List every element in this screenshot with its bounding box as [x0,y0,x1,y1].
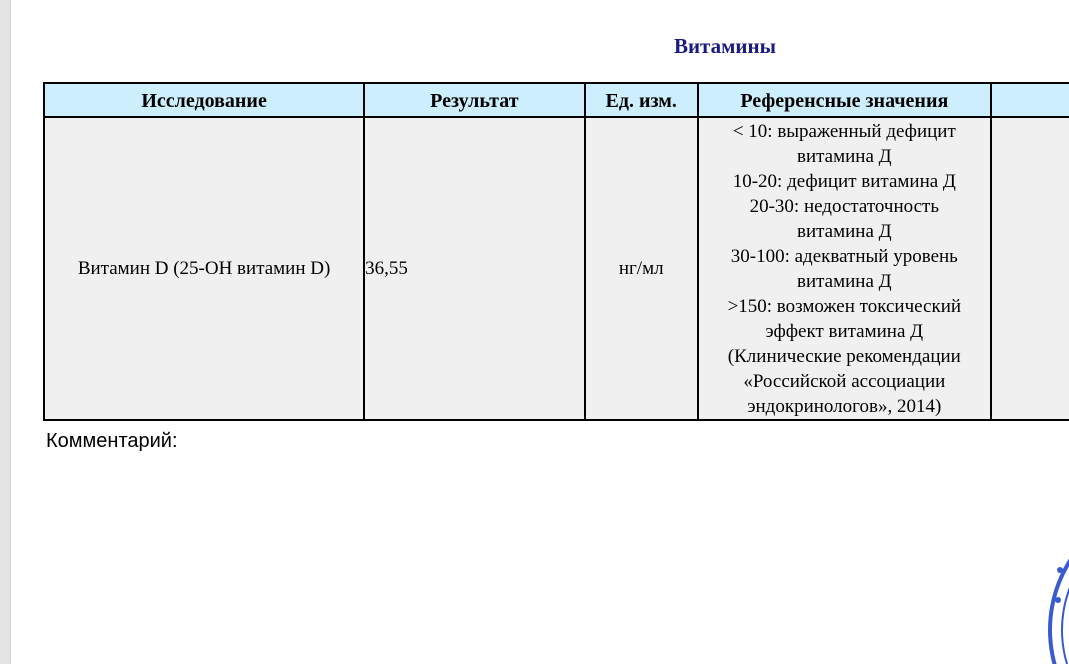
seal-stamp-icon [1030,480,1069,669]
header-test: Исследование [44,83,364,117]
header-result: Результат [364,83,584,117]
cell-reference-values [698,117,991,420]
reference-line: витамина Д [797,220,892,242]
cell-test-name: Витамин D (25-OH витамин D) [44,117,364,420]
reference-line: < 10: выраженный дефицит [732,120,956,142]
table-header-row [44,83,1069,117]
reference-line: «Российской ассоциации [743,370,946,392]
reference-line: (Клинические рекомендации [727,345,961,367]
reference-line: витамина Д [797,270,892,292]
cell-extra [991,117,1069,420]
reference-line: >150: возможен токсический [727,295,962,317]
cell-unit: нг/мл [585,117,698,420]
comment-label: Комментарий: [46,430,178,452]
reference-line: эффект витамина Д [765,320,924,342]
header-unit: Ед. изм. [585,83,698,117]
reference-line: 30-100: адекватный уровень [730,245,958,267]
header-reference: Референсные значения [698,83,991,117]
reference-line: 20-30: недостаточность [749,195,940,217]
reference-line: витамина Д [797,145,892,167]
reference-line: эндокринологов», 2014) [747,395,942,417]
page-edge-strip [0,0,11,664]
cell-result-value: 36,55 [364,117,584,420]
table-row [44,117,1069,420]
header-extra [991,83,1069,117]
results-table [43,82,1069,421]
reference-line: 10-20: дефицит витамина Д [732,170,956,192]
section-title: Витамины [673,34,777,58]
